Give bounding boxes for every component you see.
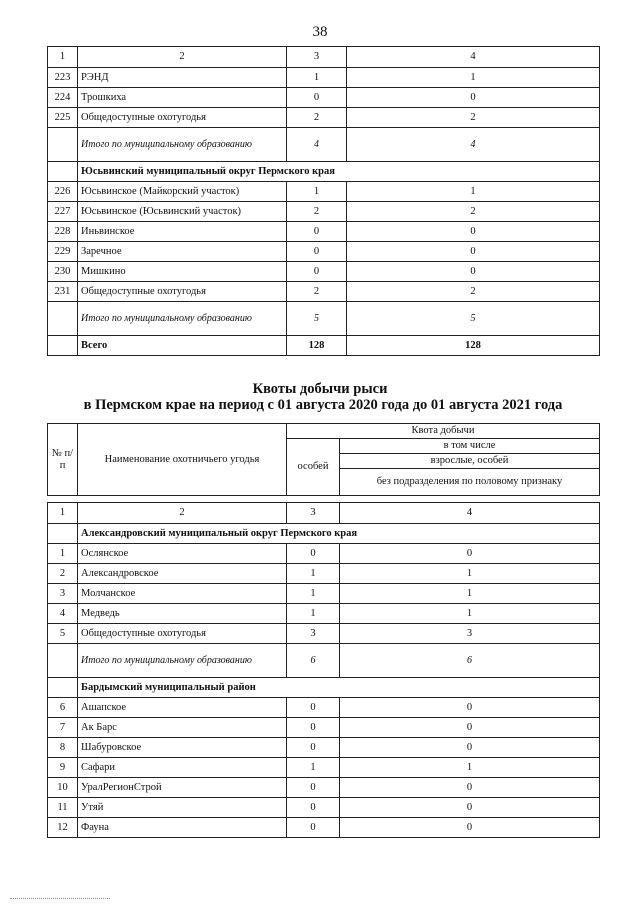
row-number: 8 bbox=[48, 738, 78, 758]
hunting-ground-name: Молчанское bbox=[78, 584, 287, 604]
subtotal-empty bbox=[48, 128, 78, 162]
footer-divider bbox=[10, 898, 110, 899]
quota-total: 1 bbox=[287, 584, 340, 604]
header-num: № п/п bbox=[48, 424, 78, 496]
header-individuals: особей bbox=[287, 439, 340, 496]
subtotal-label: Итого по муниципальному образованию bbox=[78, 128, 287, 162]
quota-adults: 0 bbox=[340, 718, 600, 738]
table-row bbox=[48, 544, 600, 564]
hunting-ground-name: Трошкиха bbox=[78, 88, 287, 108]
quota-total: 0 bbox=[287, 222, 347, 242]
row-number: 12 bbox=[48, 818, 78, 838]
row-number: 11 bbox=[48, 798, 78, 818]
hunting-ground-name: Медведь bbox=[78, 604, 287, 624]
table-row bbox=[48, 182, 600, 202]
subtotal-adults: 4 bbox=[347, 128, 600, 162]
column-number: 2 bbox=[78, 503, 287, 524]
subtotal-label: Итого по муниципальному образованию bbox=[78, 644, 287, 678]
header-no-sex: без подразделения по половому признаку bbox=[340, 469, 600, 496]
subtotal-empty bbox=[48, 644, 78, 678]
quota-adults: 2 bbox=[347, 202, 600, 222]
quota-total: 0 bbox=[287, 544, 340, 564]
column-number: 4 bbox=[340, 503, 600, 524]
hunting-ground-name: Ослянское bbox=[78, 544, 287, 564]
quota-total: 1 bbox=[287, 604, 340, 624]
quota-total: 1 bbox=[287, 564, 340, 584]
hunting-ground-name: Общедоступные охотугодья bbox=[78, 624, 287, 644]
hunting-ground-name: Юсьвинское (Майкорский участок) bbox=[78, 182, 287, 202]
quota-adults: 0 bbox=[340, 698, 600, 718]
column-number: 3 bbox=[287, 503, 340, 524]
hunting-ground-name: Юсьвинское (Юсьвинский участок) bbox=[78, 202, 287, 222]
quota-adults: 0 bbox=[340, 798, 600, 818]
quota-total: 2 bbox=[287, 282, 347, 302]
quota-total: 2 bbox=[287, 108, 347, 128]
quota-total: 3 bbox=[287, 624, 340, 644]
quota-adults: 2 bbox=[347, 108, 600, 128]
hunting-ground-name: Утяй bbox=[78, 798, 287, 818]
quota-adults: 2 bbox=[347, 282, 600, 302]
row-number: 5 bbox=[48, 624, 78, 644]
subtotal-total: 5 bbox=[287, 302, 347, 336]
column-number: 1 bbox=[48, 503, 78, 524]
column-number: 3 bbox=[287, 47, 347, 68]
table-row bbox=[48, 798, 600, 818]
row-number: 226 bbox=[48, 182, 78, 202]
subtotal-adults: 5 bbox=[347, 302, 600, 336]
table-row bbox=[48, 262, 600, 282]
quota-adults: 0 bbox=[340, 738, 600, 758]
quota-total: 1 bbox=[287, 68, 347, 88]
district-name: Александровский муниципальный округ Пермского края bbox=[78, 524, 600, 544]
row-number: 230 bbox=[48, 262, 78, 282]
column-number: 4 bbox=[347, 47, 600, 68]
quota-adults: 3 bbox=[340, 624, 600, 644]
table-row bbox=[48, 108, 600, 128]
table-row bbox=[48, 758, 600, 778]
hunting-ground-name: РЭНД bbox=[78, 68, 287, 88]
subtotal-total: 4 bbox=[287, 128, 347, 162]
hunting-ground-name: Ак Барс bbox=[78, 718, 287, 738]
hunting-ground-name: Общедоступные охотугодья bbox=[78, 108, 287, 128]
table-row bbox=[48, 282, 600, 302]
column-number-row bbox=[48, 503, 600, 524]
hunting-ground-name: Общедоступные охотугодья bbox=[78, 282, 287, 302]
quota-total: 0 bbox=[287, 242, 347, 262]
hunting-ground-name: Ашапское bbox=[78, 698, 287, 718]
hunting-ground-name: Александровское bbox=[78, 564, 287, 584]
table-row bbox=[48, 584, 600, 604]
table-row bbox=[48, 604, 600, 624]
quota-adults: 0 bbox=[340, 818, 600, 838]
quota-total: 2 bbox=[287, 202, 347, 222]
district-empty bbox=[48, 162, 78, 182]
table-row bbox=[48, 564, 600, 584]
column-number: 2 bbox=[78, 47, 287, 68]
hunting-ground-name: Шабуровское bbox=[78, 738, 287, 758]
header-quota: Квота добычи bbox=[287, 424, 600, 439]
grand-total-empty bbox=[48, 336, 78, 356]
table-row bbox=[48, 718, 600, 738]
subtotal-adults: 6 bbox=[340, 644, 600, 678]
subtotal-empty bbox=[48, 302, 78, 336]
hunting-ground-name: Иньвинское bbox=[78, 222, 287, 242]
district-name: Юсьвинский муниципальный округ Пермского края bbox=[78, 162, 600, 182]
row-number: 228 bbox=[48, 222, 78, 242]
quota-adults: 1 bbox=[347, 182, 600, 202]
quota-adults: 1 bbox=[340, 584, 600, 604]
table-row bbox=[48, 222, 600, 242]
row-number: 4 bbox=[48, 604, 78, 624]
hunting-ground-name: УралРегионСтрой bbox=[78, 778, 287, 798]
header-adults: взрослые, особей bbox=[340, 454, 600, 469]
quota-adults: 0 bbox=[340, 778, 600, 798]
row-number: 7 bbox=[48, 718, 78, 738]
row-number: 225 bbox=[48, 108, 78, 128]
quota-total: 0 bbox=[287, 262, 347, 282]
header-name: Наименование охотничьего угодья bbox=[78, 424, 287, 496]
title-line-2: в Пермском крае на период с 01 августа 2020 года до 01 августа 2021 года bbox=[83, 397, 563, 413]
quota-total: 0 bbox=[287, 778, 340, 798]
subtotal-total: 6 bbox=[287, 644, 340, 678]
row-number: 1 bbox=[48, 544, 78, 564]
column-number-row bbox=[48, 47, 600, 68]
hunting-ground-name: Фауна bbox=[78, 818, 287, 838]
table-row bbox=[48, 68, 600, 88]
grand-total-label: Всего bbox=[78, 336, 287, 356]
quota-adults: 1 bbox=[347, 68, 600, 88]
subtotal-row bbox=[48, 644, 600, 678]
grand-total-total: 128 bbox=[287, 336, 347, 356]
page-number: 38 bbox=[312, 24, 328, 40]
quota-adults: 0 bbox=[340, 544, 600, 564]
column-number: 1 bbox=[48, 47, 78, 68]
header-including: в том числе bbox=[340, 439, 600, 454]
section-title bbox=[0, 381, 640, 413]
row-number: 2 bbox=[48, 564, 78, 584]
quota-adults: 1 bbox=[340, 758, 600, 778]
quota-total: 0 bbox=[287, 718, 340, 738]
quota-total: 1 bbox=[287, 182, 347, 202]
table-row bbox=[48, 202, 600, 222]
quota-adults: 1 bbox=[340, 604, 600, 624]
table-row bbox=[48, 88, 600, 108]
quota-total: 0 bbox=[287, 698, 340, 718]
quota-adults: 0 bbox=[347, 242, 600, 262]
grand-total-row bbox=[48, 336, 600, 356]
hunting-ground-name: Мишкино bbox=[78, 262, 287, 282]
grand-total-adults: 128 bbox=[347, 336, 600, 356]
row-number: 224 bbox=[48, 88, 78, 108]
district-empty bbox=[48, 524, 78, 544]
table-row bbox=[48, 818, 600, 838]
quota-adults: 1 bbox=[340, 564, 600, 584]
subtotal-row bbox=[48, 128, 600, 162]
district-empty bbox=[48, 678, 78, 698]
quota-adults: 0 bbox=[347, 88, 600, 108]
quota-adults: 0 bbox=[347, 262, 600, 282]
district-row bbox=[48, 524, 600, 544]
row-number: 3 bbox=[48, 584, 78, 604]
quota-total: 0 bbox=[287, 798, 340, 818]
row-number: 6 bbox=[48, 698, 78, 718]
hunting-ground-name: Заречное bbox=[78, 242, 287, 262]
title-line-1: Квоты добычи рыси bbox=[252, 381, 388, 397]
row-number: 10 bbox=[48, 778, 78, 798]
row-number: 9 bbox=[48, 758, 78, 778]
lynx-quota-table-continued bbox=[47, 46, 600, 356]
table-row bbox=[48, 738, 600, 758]
district-row bbox=[48, 678, 600, 698]
row-number: 231 bbox=[48, 282, 78, 302]
table-row bbox=[48, 242, 600, 262]
quota-total: 0 bbox=[287, 88, 347, 108]
quota-adults: 0 bbox=[347, 222, 600, 242]
quota-total: 0 bbox=[287, 738, 340, 758]
hunting-ground-name: Сафари bbox=[78, 758, 287, 778]
quota-total: 0 bbox=[287, 818, 340, 838]
row-number: 229 bbox=[48, 242, 78, 262]
table-row bbox=[48, 698, 600, 718]
subtotal-row bbox=[48, 302, 600, 336]
district-row bbox=[48, 162, 600, 182]
lynx-quota-table bbox=[47, 423, 600, 838]
row-number: 227 bbox=[48, 202, 78, 222]
row-number: 223 bbox=[48, 68, 78, 88]
table-row bbox=[48, 778, 600, 798]
table-row bbox=[48, 624, 600, 644]
subtotal-label: Итого по муниципальному образованию bbox=[78, 302, 287, 336]
quota-total: 1 bbox=[287, 758, 340, 778]
district-name: Бардымский муниципальный район bbox=[78, 678, 600, 698]
